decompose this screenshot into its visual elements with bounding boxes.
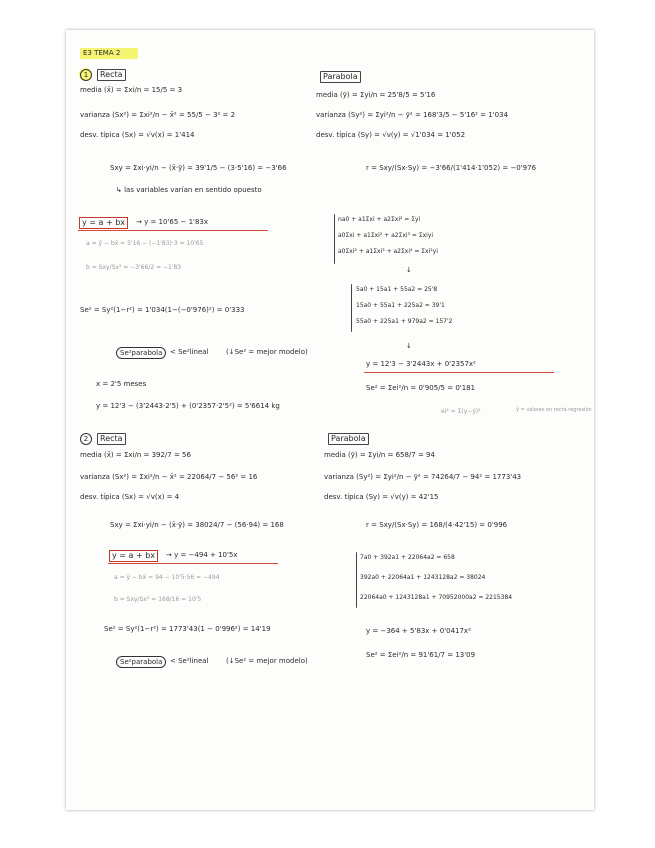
ex1-se-linear: Se² = Sy²(1−r²) = 1'034(1−(−0'976)²) = 0'333 — [80, 306, 245, 314]
ex1-a-calc: a = ȳ − bx̄ = 5'16 − (−1'83)·3 = 10'65 — [86, 240, 204, 247]
ex2-var-x: varianza (Sx²) = Σxi²/n − x̄² = 22064/7 − 56² = 16 — [80, 473, 258, 481]
ex1-note: ↳ las variables varían en sentido opuesto — [116, 186, 262, 194]
ex2-b-calc: b = Sxy/Sx² = 168/16 = 10'5 — [114, 596, 202, 603]
ex1-linear-result: → y = 10'65 − 1'83x — [136, 218, 209, 226]
ex1-x-value: x = 2'5 meses — [96, 380, 147, 388]
ex1-numeric-3: 55a0 + 225a1 + 979a2 = 157'2 — [356, 318, 453, 325]
ex1-compare-right: (↓Se² = mejor modelo) — [226, 348, 308, 356]
ex1-var-x: varianza (Sx²) = Σxi²/n − x̄² = 55/5 − 3² = 2 — [80, 111, 236, 119]
ex2-se-parabola-oval: Se²parabola — [116, 656, 166, 668]
ex1-arrow-2: ↓ — [406, 342, 412, 350]
paper-sheet — [66, 30, 594, 810]
ex1-sd-x: desv. típica (Sx) = √v(x) = 1'414 — [80, 131, 195, 139]
ex1-parabola-label: Parabola — [320, 71, 361, 83]
ex1-ei-note: ei² = Σ(y−ŷ)² — [441, 408, 481, 415]
ex1-se-parabola-oval: Se²parabola — [116, 347, 166, 359]
ex1-arrow-1: ↓ — [406, 266, 412, 274]
ex1-b-calc: b = Sxy/Sx² = −3'66/2 = −1'83 — [86, 264, 182, 271]
ex2-a-calc: a = ȳ − bx̄ = 94 − 10'5·56 = −494 — [114, 574, 220, 581]
ex1-covariance: Sxy = Σxi·yi/n − (x̄·ȳ) = 39'1/5 − (3·5'16) = −3'66 — [110, 164, 287, 172]
ex2-compare-mid: < Se²lineal — [170, 657, 209, 665]
ex1-correlation: r = Sxy/(Sx·Sy) = −3'66/(1'414·1'052) = −0'976 — [366, 164, 537, 172]
ex1-y-prediction: y = 12'3 − (3'2443·2'5) + (0'2357·2'5²) = 5'6614 kg — [96, 402, 280, 410]
ex2-mean-y: media (ȳ) = Σyi/n = 658/7 = 94 — [324, 451, 435, 459]
ex2-compare-right: (↓Se² = mejor modelo) — [226, 657, 308, 665]
ex1-parabola-result: y = 12'3 − 3'2443x + 0'2357x² — [366, 360, 476, 368]
ex1-system-2: a0Σxi + a1Σxi² + a2Σxi³ = Σxiyi — [338, 232, 434, 239]
ex2-parabola-result: y = −364 + 5'83x + 0'0417x² — [366, 627, 471, 635]
ex1-numeric-brace — [351, 284, 352, 332]
ex2-number: 2 — [80, 433, 92, 445]
ex2-numeric-brace — [356, 552, 357, 608]
ex2-recta-label: Recta — [97, 433, 126, 445]
ex2-var-y: varianza (Sy²) = Σyi²/n − ȳ² = 74264/7 − 94² = 1773'43 — [324, 473, 522, 481]
ex2-numeric-1: 7a0 + 392a1 + 22064a2 = 658 — [360, 554, 455, 561]
ex1-yhat-note: ŷ = valores en recta regresión — [516, 407, 592, 413]
ex2-linear-model: y = a + bx — [109, 550, 158, 562]
ex2-se-parabola: Se² = Σei²/n = 91'61/7 = 13'09 — [366, 651, 476, 659]
ex2-sd-y: desv. típica (Sy) = √v(y) = 42'15 — [324, 493, 439, 501]
ex2-sd-x: desv. típica (Sx) = √v(x) = 4 — [80, 493, 180, 501]
ex2-linear-result: → y = −494 + 10'5x — [166, 551, 238, 559]
ex1-system-1: na0 + a1Σxi + a2Σxi² = Σyi — [338, 216, 421, 223]
ex1-sd-y: desv. típica (Sy) = √v(y) = √1'034 = 1'052 — [316, 131, 466, 139]
ex2-numeric-3: 22064a0 + 1243128a1 + 70952000a2 = 2215384 — [360, 594, 513, 601]
ex1-compare-mid: < Se²lineal — [170, 348, 209, 356]
ex1-linear-model: y = a + bx — [79, 217, 128, 229]
ex1-number: 1 — [80, 69, 92, 81]
ex1-numeric-1: 5a0 + 15a1 + 55a2 = 25'8 — [356, 286, 438, 293]
ex2-parabola-label: Parabola — [328, 433, 369, 445]
ex2-correlation: r = Sxy/(Sx·Sy) = 168/(4·42'15) = 0'996 — [366, 521, 508, 529]
ex2-se-linear: Se² = Sy²(1−r²) = 1773'43(1 − 0'996²) = 14'19 — [104, 625, 271, 633]
ex1-system-3: a0Σxi² + a1Σxi³ + a2Σxi⁴ = Σxi²yi — [338, 248, 438, 255]
ex2-mean-x: media (x̄) = Σxi/n = 392/7 = 56 — [80, 451, 191, 459]
page-title: E3 TEMA 2 — [83, 49, 121, 57]
ex1-parabola-underline — [364, 372, 554, 373]
ex1-mean-y: media (ȳ) = Σyi/n = 25'8/5 = 5'16 — [316, 91, 436, 99]
ex1-mean-x: media (x̄) = Σxi/n = 15/5 = 3 — [80, 86, 183, 94]
ex2-covariance: Sxy = Σxi·yi/n − (x̄·ȳ) = 38024/7 − (56·94) = 168 — [110, 521, 284, 529]
ex1-numeric-2: 15a0 + 55a1 + 225a2 = 39'1 — [356, 302, 445, 309]
ex1-recta-label: Recta — [97, 69, 126, 81]
ex1-var-y: varianza (Sy²) = Σyi²/n − ȳ² = 168'3/5 − 5'16² = 1'034 — [316, 111, 509, 119]
ex1-underline — [78, 230, 268, 231]
ex1-system-brace — [334, 214, 335, 264]
ex1-se-parabola: Se² = Σei²/n = 0'905/5 = 0'181 — [366, 384, 476, 392]
ex2-numeric-2: 392a0 + 22064a1 + 1243128a2 = 38024 — [360, 574, 486, 581]
ex2-underline — [108, 563, 278, 564]
